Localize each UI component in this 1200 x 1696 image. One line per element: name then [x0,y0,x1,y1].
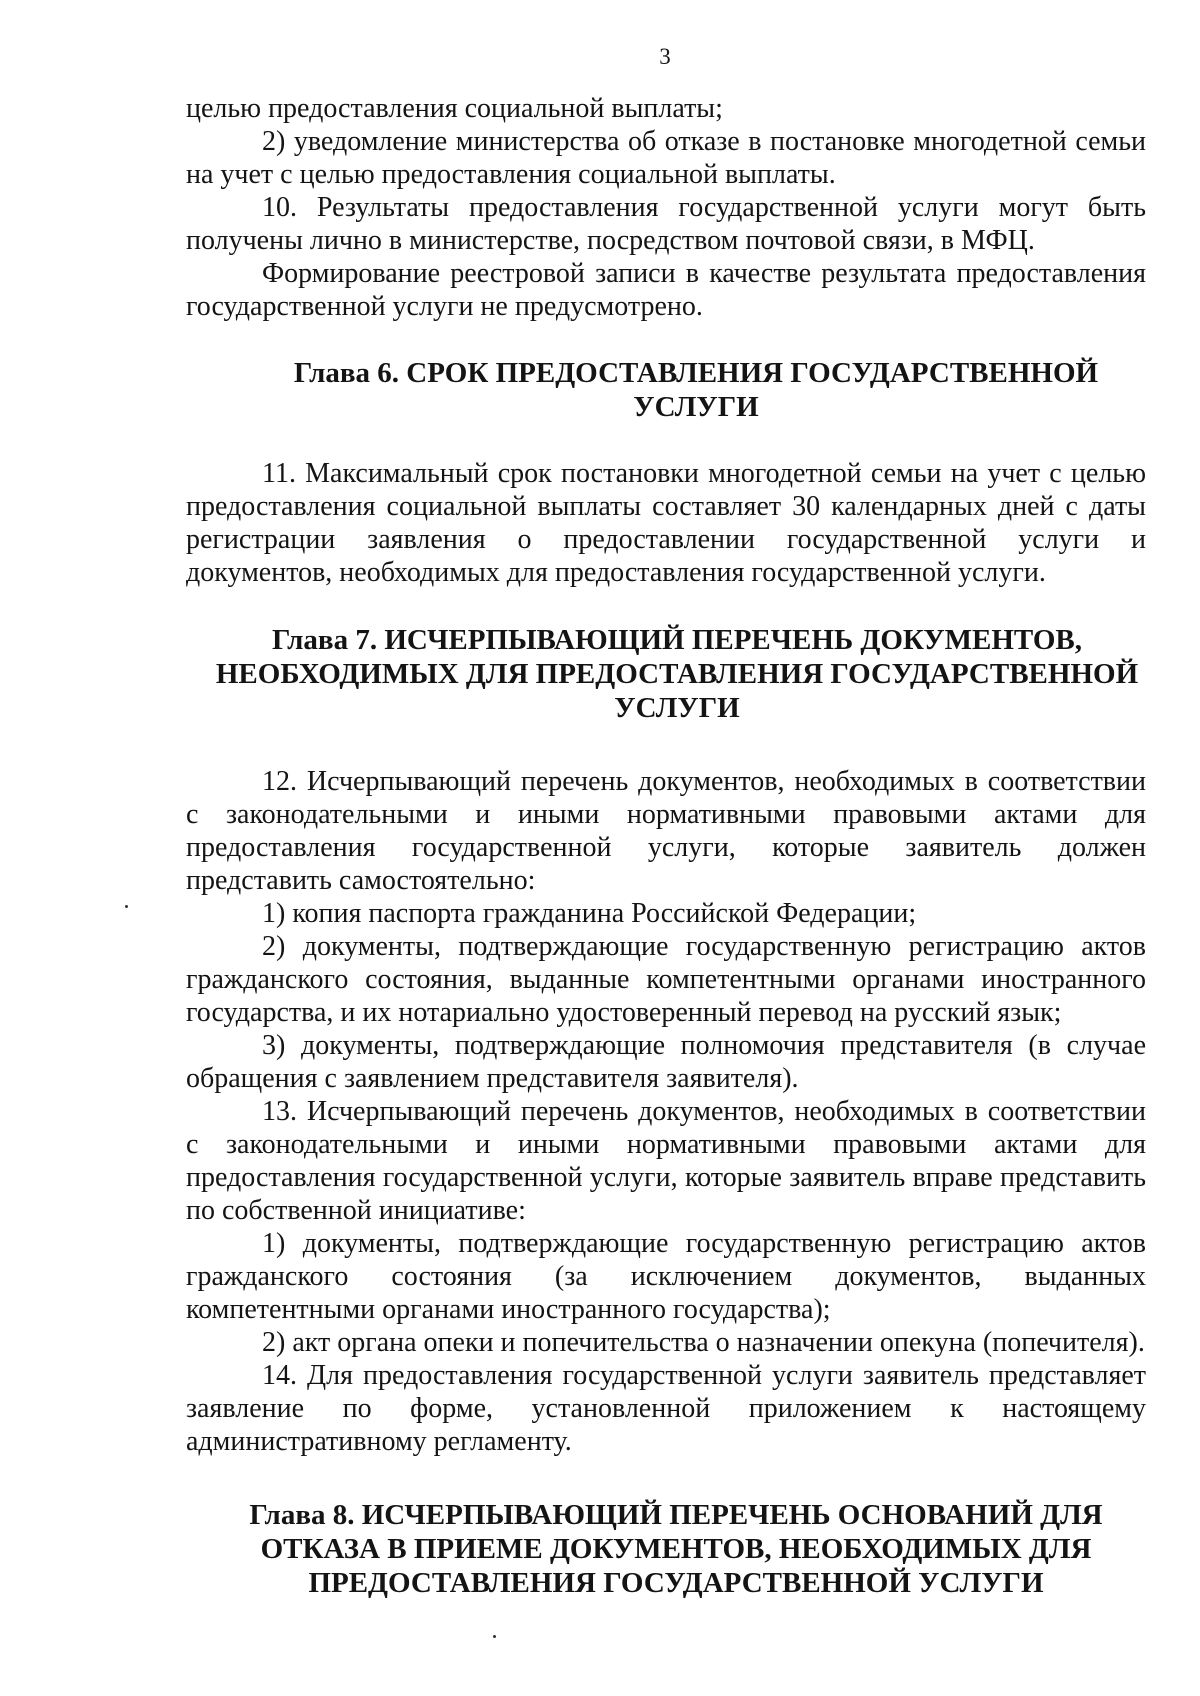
paragraph-10: 10. Результаты предоставления государственной услуги могут быть получены лично в министерстве, посредством почтовой связи, в МФЦ. [186,192,1146,256]
chapter-8-heading-line-3: ПРЕДОСТАВЛЕНИЯ ГОСУДАРСТВЕННОЙ УСЛУГИ [308,1567,1044,1599]
list-item-2-guardianship-act: 2) акт органа опеки и попечительства о назначении опекуна (попечителя). [262,1327,1145,1358]
chapter-7-heading-line-2: НЕОБХОДИМЫХ ДЛЯ ПРЕДОСТАВЛЕНИЯ ГОСУДАРСТВЕННОЙ [215,658,1139,690]
list-item-1-passport: 1) копия паспорта гражданина Российской Федерации; [262,898,917,929]
paragraph-14: 14. Для предоставления государственной услуги заявитель представляет заявление по форме, установленной приложением к настоящему административному регламенту. [186,1360,1146,1457]
chapter-8-heading-line-1: Глава 8. ИСЧЕРПЫВАЮЩИЙ ПЕРЕЧЕНЬ ОСНОВАНИЙ ДЛЯ [249,1499,1103,1531]
chapter-8-heading [186,1498,1146,1600]
paragraph-11: 11. Максимальный срок постановки многодетной семьи на учет с целью предоставления социальной выплаты составляет 30 календарных дней с даты регистрации заявления о предоставлении государственной услуги и документов, необходимых для предоставления государственной услуги. [186,458,1146,588]
chapter-8-heading-line-2: ОТКАЗА В ПРИЕМЕ ДОКУМЕНТОВ, НЕОБХОДИМЫХ ДЛЯ [260,1533,1092,1565]
scan-speck [493,1635,496,1638]
chapter-7-heading-line-1: Глава 7. ИСЧЕРПЫВАЮЩИЙ ПЕРЕЧЕНЬ ДОКУМЕНТОВ, [271,624,1083,656]
document-body [186,92,1146,1600]
page-number: 3 [659,44,671,69]
list-item-1-registration-docs: 1) документы, подтверждающие государственную регистрацию актов гражданского состояния (за исключением документов, выданных компетентными органами иностранного государства); [186,1228,1146,1325]
scan-speck [125,905,128,908]
chapter-7-heading-line-3: УСЛУГИ [614,692,740,724]
paragraph-13: 13. Исчерпывающий перечень документов, необходимых в соответствии с законодательными и иными нормативными правовыми актами для предоставления государственной услуги, которые заявитель вправе представить по собственной инициативе: [186,1096,1146,1226]
paragraph-12: 12. Исчерпывающий перечень документов, необходимых в соответствии с законодательными и иными нормативными правовыми актами для предоставления государственной услуги, которые заявитель должен представить самостоятельно: [186,766,1146,896]
list-item-2-notice: 2) уведомление министерства об отказе в постановке многодетной семьи на учет с целью предоставления социальной выплаты. [186,126,1146,190]
chapter-7-heading [186,623,1146,725]
list-item-3-representative: 3) документы, подтверждающие полномочия представителя (в случае обращения с заявлением представителя заявителя). [186,1030,1146,1094]
paragraph-registry-record: Формирование реестровой записи в качестве результата предоставления государственной услуги не предусмотрено. [186,258,1146,322]
paragraph-continuation: целью предоставления социальной выплаты; [186,93,723,124]
list-item-2-civil-acts: 2) документы, подтверждающие государственную регистрацию актов гражданского состояния, выданные компетентными органами иностранного государства, и их нотариально удостоверенный перевод на русский язык; [186,931,1146,1028]
chapter-6-heading: Глава 6. СРОК ПРЕДОСТАВЛЕНИЯ ГОСУДАРСТВЕННОЙ УСЛУГИ [293,357,1099,423]
